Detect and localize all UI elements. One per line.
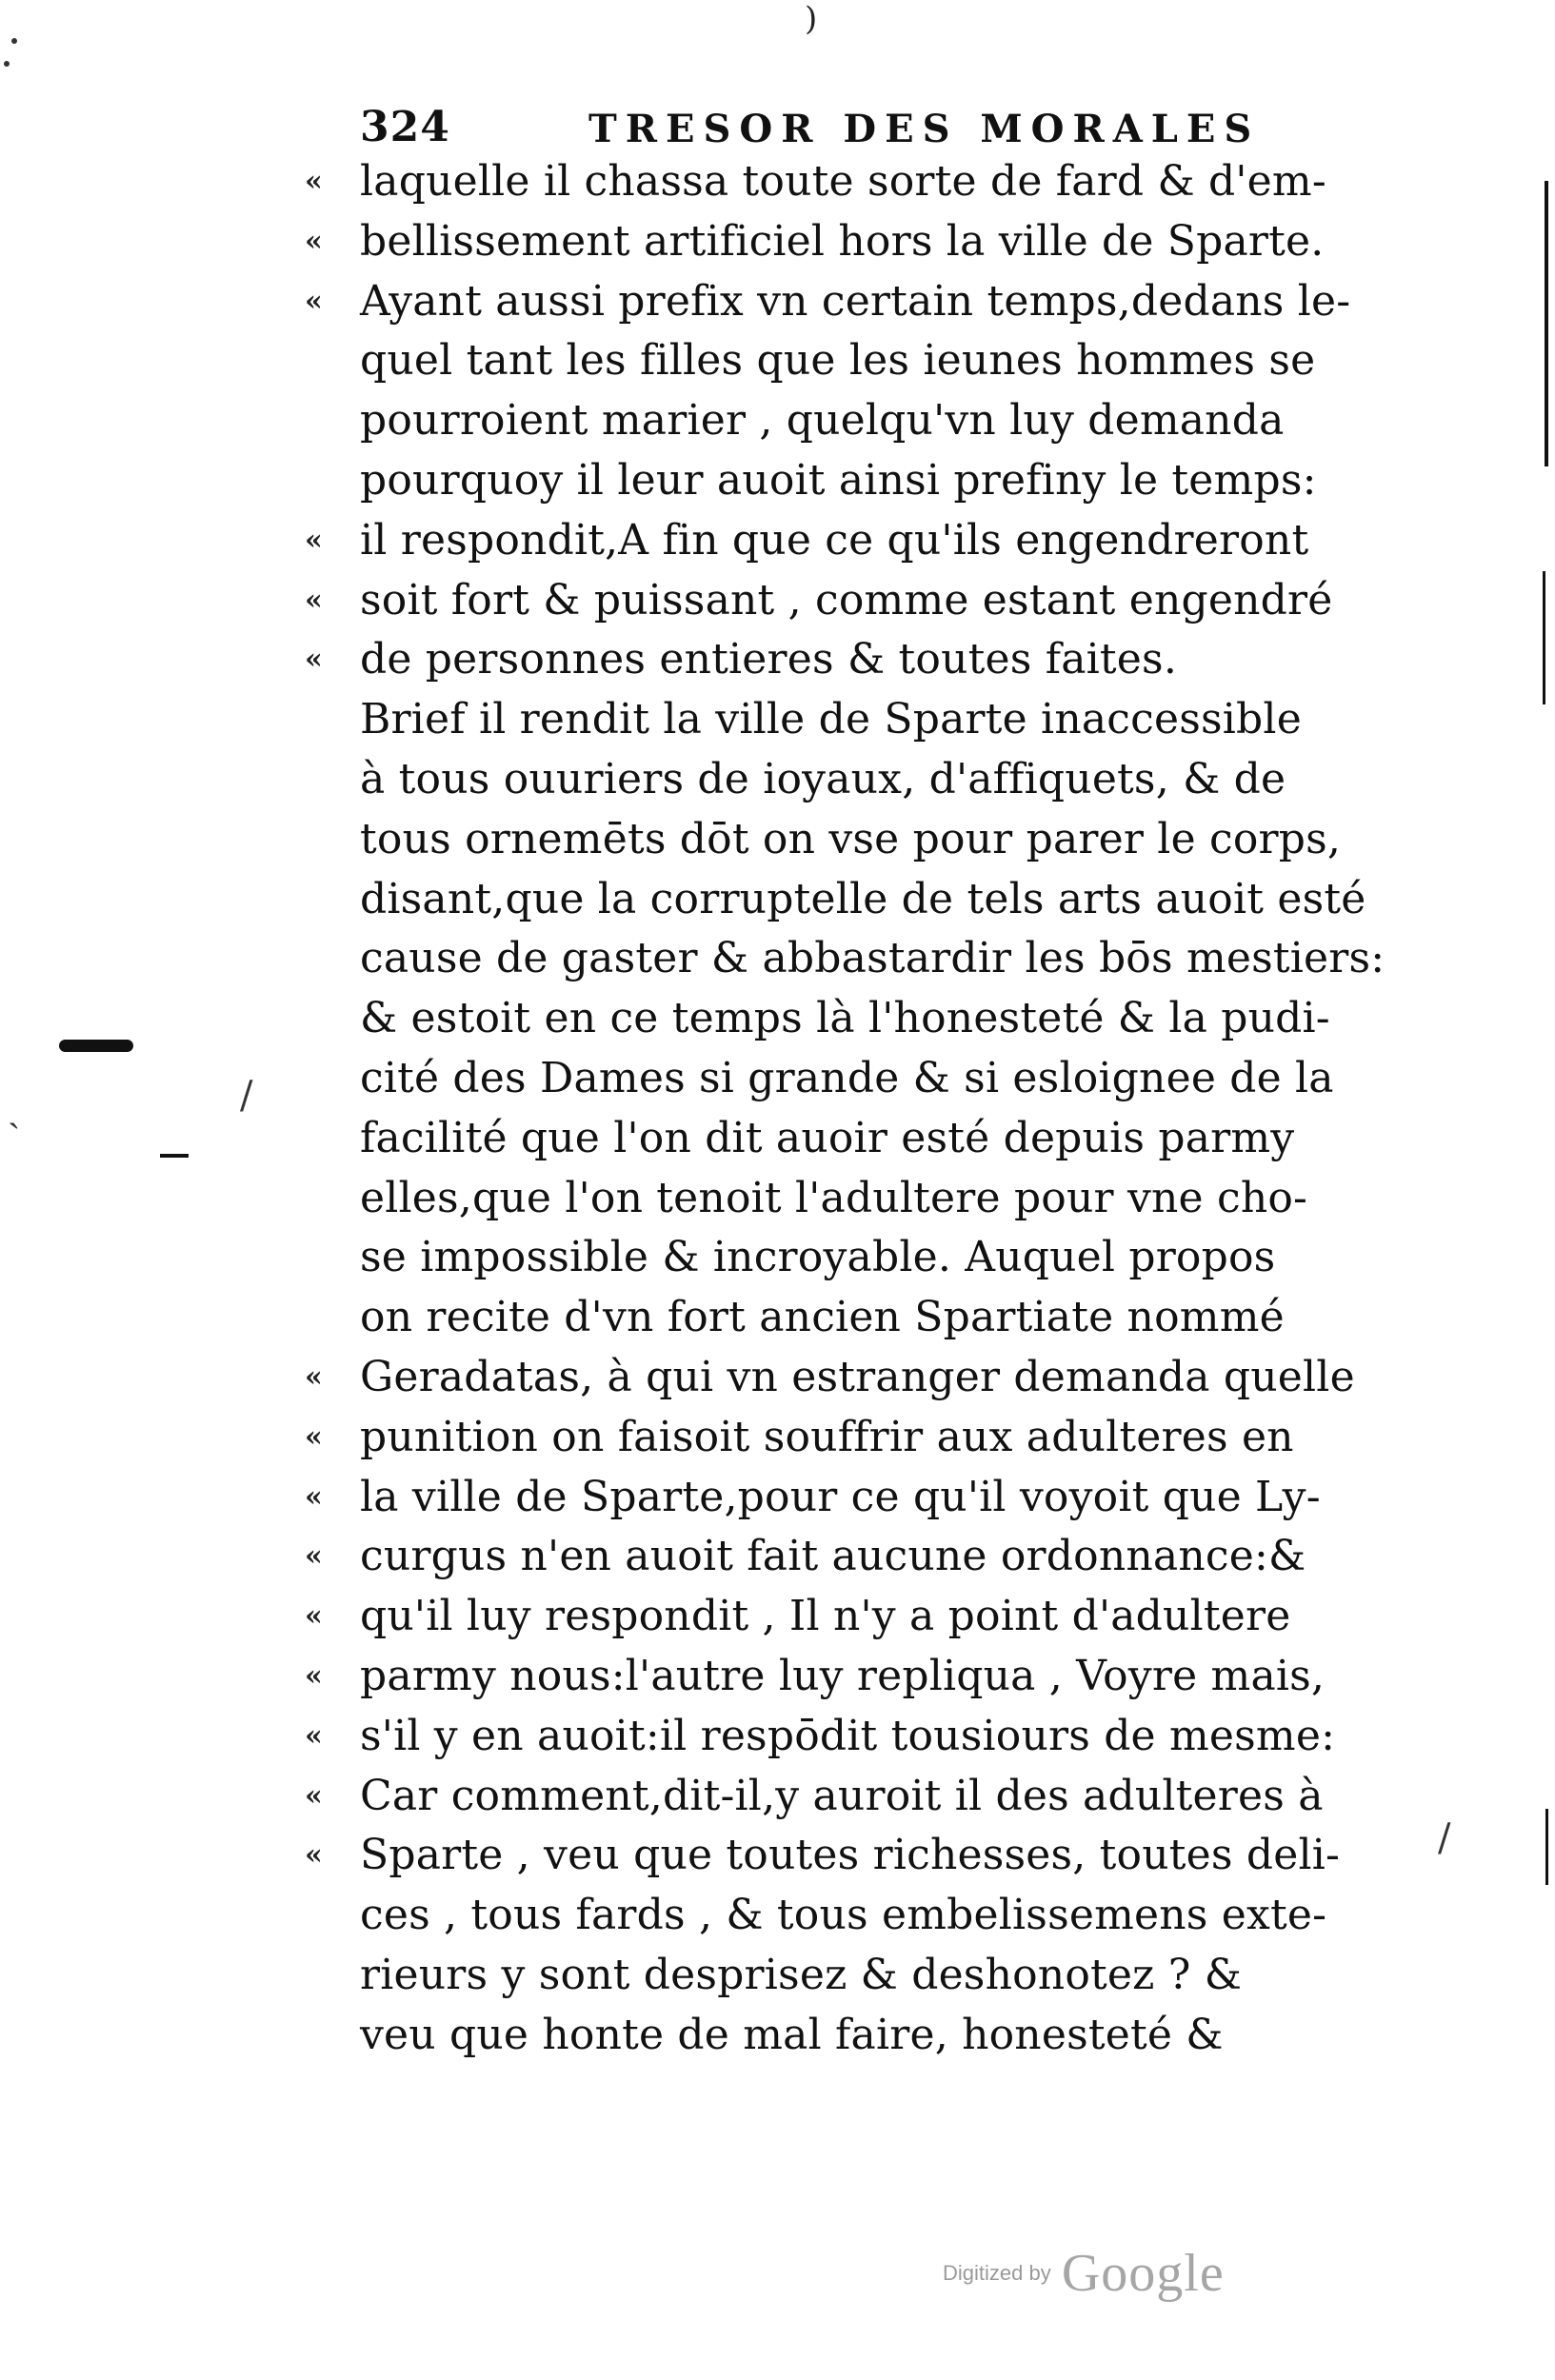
text-line <box>305 690 1409 750</box>
text-line <box>305 1408 1409 1468</box>
quotation-marker: « <box>305 1479 323 1514</box>
text-line <box>305 1169 1409 1229</box>
text-line <box>305 331 1409 391</box>
line-text: curgus n'en auoit fait aucune ordonnance:& <box>360 1532 1306 1581</box>
margin-tick: / <box>1438 1816 1451 1860</box>
line-text: se impossible & incroyable. Auquel propos <box>360 1233 1276 1282</box>
line-text: Ayant aussi prefix vn certain temps,dedans le- <box>360 276 1351 326</box>
text-line <box>305 571 1409 631</box>
watermark-prefix: Digitized by <box>943 2261 1051 2285</box>
text-line <box>305 152 1409 212</box>
line-text: tous ornemēts dōt on vse pour parer le corps, <box>360 814 1342 863</box>
text-line <box>305 929 1409 989</box>
margin-dash <box>160 1154 189 1158</box>
digitization-watermark <box>943 2243 1225 2310</box>
line-text: Car comment,dit-il,y auroit il des adulteres à <box>360 1771 1324 1820</box>
text-line <box>305 272 1409 332</box>
line-text: qu'il luy respondit , Il n'y a point d'adultere <box>360 1592 1291 1641</box>
line-text: cause de gaster & abbastardir les bōs mestiers: <box>360 934 1386 983</box>
page-header <box>360 103 1312 160</box>
line-text: s'il y en auoit:il respōdit tousiours de mesme: <box>360 1711 1336 1760</box>
margin-tick: ˎ <box>8 1086 21 1130</box>
quotation-marker: « <box>305 1718 323 1753</box>
quotation-marker: « <box>305 583 323 617</box>
text-line <box>305 1946 1409 2006</box>
quotation-marker: « <box>305 1838 323 1873</box>
edge-mark <box>1545 181 1548 466</box>
line-text: cité des Dames si grande & si esloignee de la <box>360 1053 1334 1102</box>
body-text <box>305 152 1409 2066</box>
edge-mark <box>1545 1809 1548 1885</box>
quotation-marker: « <box>305 224 323 258</box>
edge-mark <box>1543 571 1545 704</box>
text-line <box>305 1587 1409 1647</box>
line-text: pourroient marier , quelqu'vn luy demanda <box>360 396 1285 446</box>
line-text: de personnes entieres & toutes faites. <box>360 635 1178 684</box>
line-text: on recite d'vn fort ancien Spartiate nommé <box>360 1293 1285 1342</box>
page-number: 324 <box>360 103 450 151</box>
line-text: facilité que l'on dit auoir esté depuis parmy <box>360 1113 1295 1162</box>
text-line <box>305 2006 1409 2066</box>
text-line <box>305 1647 1409 1707</box>
line-text: veu que honte de mal faire, honesteté & <box>360 2010 1224 2059</box>
line-text: disant,que la corruptelle de tels arts auoit esté <box>360 874 1366 923</box>
text-line <box>305 1527 1409 1587</box>
text-line <box>305 1049 1409 1109</box>
line-text: Brief il rendit la ville de Sparte inaccessible <box>360 695 1302 744</box>
text-line <box>305 1707 1409 1767</box>
text-line <box>305 810 1409 870</box>
text-line <box>305 1468 1409 1528</box>
text-line <box>305 1886 1409 1946</box>
text-line <box>305 1826 1409 1886</box>
text-line <box>305 870 1409 930</box>
edge-speck <box>4 61 10 67</box>
text-line <box>305 1228 1409 1288</box>
margin-tick: / <box>240 1074 253 1118</box>
line-text: à tous ouuriers de ioyaux, d'affiquets, & de <box>360 754 1286 803</box>
text-line <box>305 989 1409 1049</box>
quotation-marker: « <box>305 1658 323 1693</box>
text-line <box>305 391 1409 451</box>
text-line <box>305 1767 1409 1827</box>
top-mark: ) <box>805 0 818 38</box>
text-line <box>305 1109 1409 1169</box>
quotation-marker: « <box>305 284 323 318</box>
line-text: la ville de Sparte,pour ce qu'il voyoit que Ly- <box>360 1472 1321 1521</box>
line-text: quel tant les filles que les ieunes hommes se <box>360 336 1316 386</box>
text-line <box>305 212 1409 272</box>
line-text: laquelle il chassa toute sorte de fard & d'em- <box>360 157 1326 206</box>
text-line <box>305 630 1409 690</box>
line-text: bellissement artificiel hors la ville de Sparte. <box>360 216 1325 266</box>
text-line <box>305 451 1409 511</box>
quotation-marker: « <box>305 165 323 198</box>
line-text: rieurs y sont desprisez & deshonotez ? & <box>360 1950 1243 1999</box>
text-line <box>305 1288 1409 1348</box>
line-text: pourquoy il leur auoit ainsi prefiny le temps: <box>360 455 1317 505</box>
quotation-marker: « <box>305 1359 323 1394</box>
margin-dash <box>59 1040 133 1052</box>
line-text: punition on faisoit souffrir aux adulteres en <box>360 1412 1294 1461</box>
google-logo: Google <box>1061 2244 1225 2303</box>
quotation-marker: « <box>305 523 323 557</box>
quotation-marker: « <box>305 1778 323 1813</box>
text-line <box>305 511 1409 571</box>
line-text: & estoit en ce temps là l'honesteté & la pudi- <box>360 994 1330 1043</box>
text-line <box>305 750 1409 810</box>
quotation-marker: « <box>305 1419 323 1454</box>
line-text: soit fort & puissant , comme estant engendré <box>360 575 1333 625</box>
line-text: Sparte , veu que toutes richesses, toutes deli- <box>360 1831 1341 1880</box>
line-text: parmy nous:l'autre luy repliqua , Voyre mais, <box>360 1651 1326 1700</box>
running-title: TRESOR DES MORALES <box>588 107 1261 151</box>
line-text: il respondit,A fin que ce qu'ils engendreront <box>360 515 1309 565</box>
quotation-marker: « <box>305 1599 323 1634</box>
quotation-marker: « <box>305 1539 323 1574</box>
line-text: ces , tous fards , & tous embelissemens exte- <box>360 1891 1327 1940</box>
quotation-marker: « <box>305 643 323 677</box>
line-text: elles,que l'on tenoit l'adultere pour vne cho- <box>360 1173 1308 1222</box>
text-line <box>305 1348 1409 1408</box>
edge-speck <box>11 38 17 44</box>
line-text: Geradatas, à qui vn estranger demanda quelle <box>360 1352 1355 1401</box>
